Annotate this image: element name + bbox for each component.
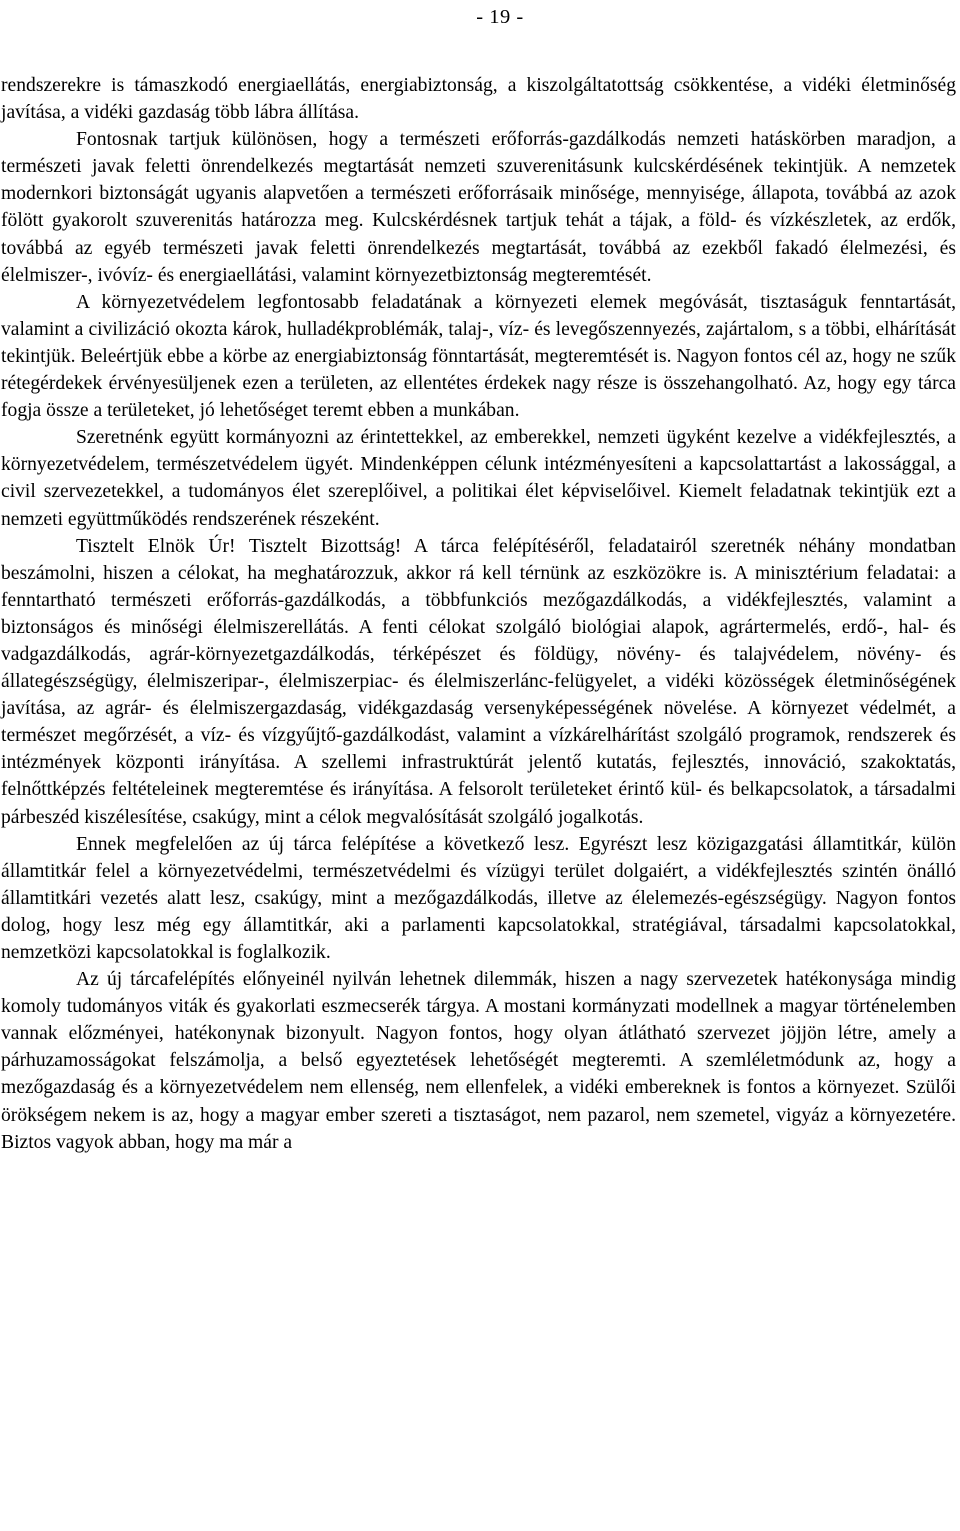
paragraph-5: Tisztelt Elnök Úr! Tisztelt Bizottság! A tárca felépítéséről, feladatairól szeretnék néhány mondatban beszámolni, hiszen a célokat, ha meghatározzuk, akkor rá kell térnünk az eszközökre is. A minisztérium feladatai: a fenntartható természeti erőforrás-gazdálkodás, a többfunkciós mezőgazdálkodás, a vidékfejlesztés, valamint a biztonságos és minőségi élelmiszerellátás. A fenti célokat szolgáló biológiai alapok, agrártermelés, erdő-, hal- és vadgazdálkodás, agrár-környezetgazdálkodás, térképészet és földügy, növény- és talajvédelem, növény- és állategészségügy, élelmiszeripar-, élelmiszerpiac- és élelmiszerlánc-felügyelet, a vidéki közösségek életminőségének javítása, az agrár- és élelmiszergazdaság, vidékgazdaság versenyképességének növelése. A környezet védelmét, a természet megőrzését, a víz- és vízgyűjtő-gazdálkodást, valamint a vízkárelhárítást szolgáló programok, rendszerek és intézmények központi irányítása. A szellemi infrastruktúrát jelentő kutatás, fejlesztés, innováció, szakoktatás, felnőttképzés feltételeinek megteremtése és irányítása. A felsorolt területeket érintő kül- és belkapcsolatok, a társadalmi párbeszéd kiszélesítése, csakúgy, mint a célok megvalósítását szolgáló jogalkotás. bbox=[1, 535, 956, 828]
page-number: - 19 - bbox=[476, 6, 524, 28]
paragraph-4: Szeretnénk együtt kormányozni az érintettekkel, az emberekkel, nemzeti ügyként kezelve a vidékfejlesztés, a környezetvédelem, természetvédelem ügyét. Mindenképpen célunk intézményesíteni a kapcsolattartást a lakossággal, a civil szervezetekkel, a tudományos élet szereplőivel, a politikai élet képviselőivel. Kiemelt feladatnak tekintjük ezt a nemzeti együttműködés rendszerének részeként. bbox=[1, 427, 956, 530]
document-body bbox=[1, 72, 956, 1156]
paragraph-3: A környezetvédelem legfontosabb feladatának a környezeti elemek megóvását, tisztaságuk fenntartását, valamint a civilizáció okozta károk, hulladékproblémák, talaj-, víz- és levegőszennyezés, zajártalom, s a többi, elhárítását tekintjük. Beleértjük ebbe a körbe az energiabiztonság fönntartását, megteremtését is. Nagyon fontos cél az, hogy ne szűk rétegérdekek érvényesüljenek ezen a területen, az ellentétes érdekek nagy része is összehangolható. Az, hogy egy tárca fogja össze a területeket, jó lehetőséget teremt ebben a munkában. bbox=[1, 291, 956, 422]
paragraph-6: Ennek megfelelően az új tárca felépítése a következő lesz. Egyrészt lesz közigazgatási államtitkár, külön államtitkár felel a környezetvédelmi, természetvédelmi és vízügyi terület dolgaiért, a vidékfejlesztés szintén önálló államtitkári vezetés alatt lesz, csakúgy, mint a mezőgazdálkodás, illetve az élelemezés-egészségügy. Nagyon fontos dolog, hogy lesz még egy államtitkár, aki a parlamenti kapcsolatokkal, stratégiával, társadalmi kapcsolatokkal, nemzetközi kapcsolatokkal is foglalkozik. bbox=[1, 833, 956, 963]
paragraph-1: rendszerekre is támaszkodó energiaellátás, energiabiztonság, a kiszolgáltatottság csökkentése, a vidéki életminőség javítása, a vidéki gazdaság több lábra állítása. bbox=[1, 75, 956, 124]
paragraph-7: Az új tárcafelépítés előnyeinél nyilván lehetnek dilemmák, hiszen a nagy szervezetek hatékonysága mindig komoly tudományos viták és gyakorlati eszmecserék tárgya. A mostani kormányzati modellnek a magyar történelemben vannak előzményei, hatékonynak bizonyult. Nagyon fontos, hogy olyan átlátható szervezet jöjjön létre, amely a párhuzamosságokat felszámolja, a belső egyeztetések lehetőségét megteremti. A szemléletmódunk az, hogy a mezőgazdaság és a környezetvédelem nem ellenség, nem ellenfelek, a vidéki embereknek is fontos a környezet. Szülői örökségem nekem is az, hogy a magyar ember szereti a tisztaságot, nem pazarol, nem szemetel, vigyáz a környezetére. Biztos vagyok abban, hogy ma már a bbox=[1, 969, 956, 1153]
paragraph-2: Fontosnak tartjuk különösen, hogy a természeti erőforrás-gazdálkodás nemzeti hatáskörben maradjon, a természeti javak feletti önrendelkezés megtartását nemzeti szuverenitásunk kulcskérdésének tekintjük. A nemzetek modernkori biztonságát ugyanis alapvetően a természeti erőforrásaik minősége, mennyisége, állapota, továbbá az azok fölött gyakorolt szuverenitás határozza meg. Kulcskérdésnek tartjuk tehát a tájak, a föld- és vízkészletek, az erdők, továbbá az egyéb természeti javak feletti önrendelkezés megtartását, továbbá az ezekből fakadó élelmezési, és élelmiszer-, ivóvíz- és energiaellátási, valamint környezetbiztonság megteremtését. bbox=[1, 129, 956, 286]
